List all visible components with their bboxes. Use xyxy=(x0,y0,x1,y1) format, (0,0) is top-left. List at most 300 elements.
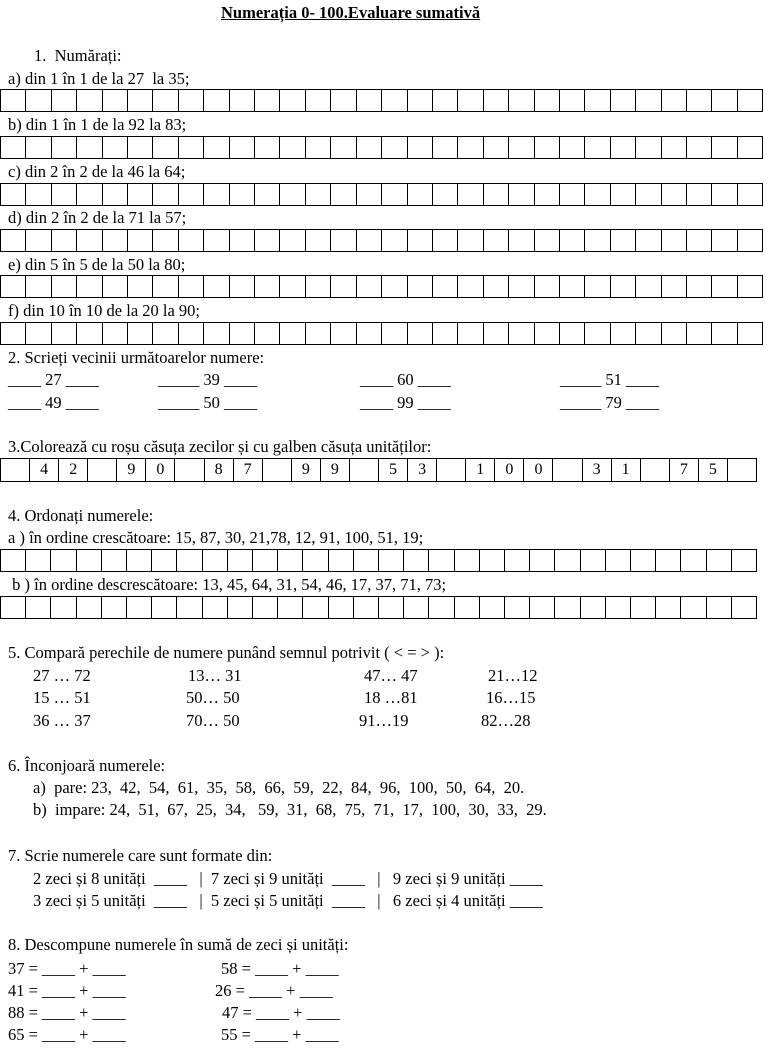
answer-cell[interactable] xyxy=(230,137,255,158)
answer-cell[interactable] xyxy=(128,90,153,111)
answer-cell[interactable] xyxy=(204,323,229,344)
answer-cell[interactable] xyxy=(255,137,280,158)
answer-cell[interactable] xyxy=(77,230,102,251)
answer-cell[interactable] xyxy=(77,597,102,618)
ex8-equation: 41 = ____ + ____ xyxy=(8,981,126,1000)
answer-cell[interactable] xyxy=(509,323,534,344)
answer-cell[interactable] xyxy=(77,184,102,205)
answer-cell[interactable] xyxy=(379,550,404,571)
ex8-equation: 26 = ____ + ____ xyxy=(215,981,333,1000)
answer-cell[interactable] xyxy=(560,184,585,205)
answer-cell[interactable] xyxy=(662,137,687,158)
answer-cell[interactable] xyxy=(707,550,732,571)
answer-cell[interactable] xyxy=(712,90,737,111)
answer-cell[interactable] xyxy=(408,184,433,205)
ex3-digit-grid[interactable] xyxy=(0,458,757,482)
answer-cell[interactable] xyxy=(585,230,610,251)
answer-cell[interactable] xyxy=(1,276,26,297)
answer-cell[interactable] xyxy=(26,276,51,297)
answer-cell[interactable] xyxy=(77,90,102,111)
answer-cell[interactable] xyxy=(103,137,128,158)
separator-cell xyxy=(437,459,466,481)
answer-cell[interactable] xyxy=(331,137,356,158)
answer-cell[interactable] xyxy=(585,323,610,344)
answer-cell[interactable] xyxy=(331,230,356,251)
answer-cell[interactable] xyxy=(408,323,433,344)
ex2-neighbors: ____ 60 ____ xyxy=(360,370,451,389)
digit-cell[interactable]: 0 xyxy=(524,459,553,481)
answer-cell[interactable] xyxy=(230,184,255,205)
answer-cell[interactable] xyxy=(636,184,661,205)
answer-cell[interactable] xyxy=(280,230,305,251)
answer-cell[interactable] xyxy=(585,184,610,205)
answer-cell[interactable] xyxy=(382,137,407,158)
answer-cell[interactable] xyxy=(535,276,560,297)
answer-cell[interactable] xyxy=(177,597,202,618)
answer-cell[interactable] xyxy=(51,597,76,618)
digit-cell[interactable]: 1 xyxy=(612,459,641,481)
ex8-equation: 58 = ____ + ____ xyxy=(221,959,339,978)
answer-cell[interactable] xyxy=(636,230,661,251)
answer-cell[interactable] xyxy=(1,323,26,344)
answer-cell[interactable] xyxy=(484,230,509,251)
answer-cell[interactable] xyxy=(280,276,305,297)
answer-cell[interactable] xyxy=(606,550,631,571)
digit-cell[interactable]: 5 xyxy=(379,459,408,481)
answer-cell[interactable] xyxy=(707,597,732,618)
answer-cell[interactable] xyxy=(458,276,483,297)
answer-cell[interactable] xyxy=(560,323,585,344)
answer-cell[interactable] xyxy=(26,90,51,111)
answer-cell[interactable] xyxy=(535,184,560,205)
answer-cell[interactable] xyxy=(331,184,356,205)
answer-cell[interactable] xyxy=(636,323,661,344)
answer-cell[interactable] xyxy=(585,137,610,158)
answer-cell[interactable] xyxy=(636,137,661,158)
answer-cell[interactable] xyxy=(77,550,102,571)
answer-cell[interactable] xyxy=(152,550,177,571)
answer-cell[interactable] xyxy=(255,184,280,205)
answer-cell[interactable] xyxy=(52,184,77,205)
answer-cell[interactable] xyxy=(357,323,382,344)
answer-cell[interactable] xyxy=(127,597,152,618)
answer-cell[interactable] xyxy=(179,276,204,297)
answer-cell[interactable] xyxy=(306,276,331,297)
answer-cell[interactable] xyxy=(203,597,228,618)
answer-cell[interactable] xyxy=(77,276,102,297)
answer-cell[interactable] xyxy=(738,184,763,205)
ex8-equation: 65 = ____ + ____ xyxy=(8,1025,126,1044)
answer-cell[interactable] xyxy=(228,550,253,571)
answer-cell[interactable] xyxy=(505,597,530,618)
answer-cell[interactable] xyxy=(404,550,429,571)
answer-cell[interactable] xyxy=(177,550,202,571)
answer-cell[interactable] xyxy=(738,230,763,251)
answer-cell[interactable] xyxy=(404,597,429,618)
answer-cell[interactable] xyxy=(52,137,77,158)
ex7-row-1: 2 zeci și 8 unități ____ | 7 zeci și 9 unități ____ | 9 zeci și 9 unități ____ xyxy=(33,869,543,888)
answer-cell[interactable] xyxy=(631,597,656,618)
answer-cell[interactable] xyxy=(230,230,255,251)
answer-cell[interactable] xyxy=(535,230,560,251)
ex1-item-d: d) din 2 în 2 de la 71 la 57; xyxy=(8,208,187,227)
answer-cell[interactable] xyxy=(560,137,585,158)
ex8-equation: 37 = ____ + ____ xyxy=(8,959,126,978)
answer-cell[interactable] xyxy=(280,90,305,111)
answer-cell[interactable] xyxy=(278,550,303,571)
answer-cell[interactable] xyxy=(228,597,253,618)
ex2-neighbors: ____ 27 ____ xyxy=(8,370,99,389)
separator-cell xyxy=(350,459,379,481)
ex1-grid-e[interactable] xyxy=(0,275,763,298)
answer-cell[interactable] xyxy=(255,230,280,251)
answer-cell[interactable] xyxy=(128,323,153,344)
answer-cell[interactable] xyxy=(455,550,480,571)
answer-cell[interactable] xyxy=(329,597,354,618)
answer-cell[interactable] xyxy=(687,230,712,251)
answer-cell[interactable] xyxy=(636,276,661,297)
answer-cell[interactable] xyxy=(712,230,737,251)
answer-cell[interactable] xyxy=(408,276,433,297)
answer-cell[interactable] xyxy=(433,137,458,158)
ex4-grid-b[interactable] xyxy=(0,596,757,619)
answer-cell[interactable] xyxy=(204,230,229,251)
answer-cell[interactable] xyxy=(382,276,407,297)
ex7-row-2: 3 zeci și 5 unități ____ | 5 zeci și 5 unități ____ | 6 zeci și 4 unități ____ xyxy=(33,891,543,910)
ex6-item-b: b) impare: 24, 51, 67, 25, 34, 59, 31, 68, 75, 71, 17, 100, 30, 33, 29. xyxy=(33,800,547,819)
answer-cell[interactable] xyxy=(535,323,560,344)
digit-cell[interactable]: 0 xyxy=(495,459,524,481)
answer-cell[interactable] xyxy=(204,276,229,297)
answer-cell[interactable] xyxy=(732,550,757,571)
answer-cell[interactable] xyxy=(179,184,204,205)
answer-cell[interactable] xyxy=(204,184,229,205)
answer-cell[interactable] xyxy=(712,323,737,344)
ex5-pair: 70… 50 xyxy=(186,711,240,730)
answer-cell[interactable] xyxy=(712,184,737,205)
answer-cell[interactable] xyxy=(611,230,636,251)
ex3-heading: 3.Colorează cu roșu căsuța zecilor și cu galben căsuța unităților: xyxy=(8,437,432,456)
answer-cell[interactable] xyxy=(357,137,382,158)
digit-cell[interactable]: 2 xyxy=(59,459,88,481)
answer-cell[interactable] xyxy=(253,597,278,618)
answer-cell[interactable] xyxy=(738,276,763,297)
answer-cell[interactable] xyxy=(357,276,382,297)
answer-cell[interactable] xyxy=(51,550,76,571)
answer-cell[interactable] xyxy=(77,323,102,344)
answer-cell[interactable] xyxy=(26,184,51,205)
answer-cell[interactable] xyxy=(484,90,509,111)
answer-cell[interactable] xyxy=(509,184,534,205)
digit-cell[interactable]: 7 xyxy=(670,459,699,481)
separator-cell xyxy=(1,459,30,481)
answer-cell[interactable] xyxy=(458,137,483,158)
answer-cell[interactable] xyxy=(253,550,278,571)
answer-cell[interactable] xyxy=(52,323,77,344)
answer-cell[interactable] xyxy=(278,597,303,618)
ex1-grid-b[interactable] xyxy=(0,136,763,159)
answer-cell[interactable] xyxy=(382,230,407,251)
answer-cell[interactable] xyxy=(379,597,404,618)
answer-cell[interactable] xyxy=(585,90,610,111)
digit-cell[interactable]: 9 xyxy=(117,459,146,481)
answer-cell[interactable] xyxy=(433,184,458,205)
answer-cell[interactable] xyxy=(509,230,534,251)
answer-cell[interactable] xyxy=(128,276,153,297)
answer-cell[interactable] xyxy=(382,90,407,111)
ex2-neighbors: ____ 49 ____ xyxy=(8,393,99,412)
answer-cell[interactable] xyxy=(1,137,26,158)
answer-cell[interactable] xyxy=(329,550,354,571)
digit-cell[interactable]: 0 xyxy=(146,459,175,481)
answer-cell[interactable] xyxy=(306,230,331,251)
answer-cell[interactable] xyxy=(382,184,407,205)
ex1-grid-a[interactable] xyxy=(0,89,763,112)
ex2-heading: 2. Scrieți vecinii următoarelor numere: xyxy=(8,348,265,367)
answer-cell[interactable] xyxy=(1,550,26,571)
answer-cell[interactable] xyxy=(230,323,255,344)
answer-cell[interactable] xyxy=(179,230,204,251)
answer-cell[interactable] xyxy=(280,323,305,344)
digit-cell[interactable]: 5 xyxy=(699,459,728,481)
answer-cell[interactable] xyxy=(505,550,530,571)
answer-cell[interactable] xyxy=(179,90,204,111)
answer-cell[interactable] xyxy=(303,550,328,571)
answer-cell[interactable] xyxy=(204,90,229,111)
answer-cell[interactable] xyxy=(204,137,229,158)
separator-cell xyxy=(641,459,670,481)
answer-cell[interactable] xyxy=(103,90,128,111)
ex1-item-e: e) din 5 în 5 de la 50 la 80; xyxy=(8,255,186,274)
answer-cell[interactable] xyxy=(128,230,153,251)
answer-cell[interactable] xyxy=(26,550,51,571)
ex5-pair: 82…28 xyxy=(481,711,531,730)
ex8-heading: 8. Descompune numerele în sumă de zeci și unități: xyxy=(8,935,349,954)
answer-cell[interactable] xyxy=(152,597,177,618)
answer-cell[interactable] xyxy=(433,323,458,344)
answer-cell[interactable] xyxy=(306,90,331,111)
answer-cell[interactable] xyxy=(357,184,382,205)
ex1-grid-c[interactable] xyxy=(0,183,763,206)
answer-cell[interactable] xyxy=(687,90,712,111)
answer-cell[interactable] xyxy=(480,597,505,618)
answer-cell[interactable] xyxy=(687,323,712,344)
answer-cell[interactable] xyxy=(611,137,636,158)
answer-cell[interactable] xyxy=(331,90,356,111)
answer-cell[interactable] xyxy=(631,550,656,571)
ex7-heading: 7. Scrie numerele care sunt formate din: xyxy=(8,846,273,865)
answer-cell[interactable] xyxy=(509,90,534,111)
answer-cell[interactable] xyxy=(662,184,687,205)
answer-cell[interactable] xyxy=(662,230,687,251)
answer-cell[interactable] xyxy=(433,230,458,251)
answer-cell[interactable] xyxy=(433,90,458,111)
answer-cell[interactable] xyxy=(128,184,153,205)
answer-cell[interactable] xyxy=(555,550,580,571)
ex8-equation: 47 = ____ + ____ xyxy=(222,1003,340,1022)
answer-cell[interactable] xyxy=(585,276,610,297)
answer-cell[interactable] xyxy=(687,137,712,158)
answer-cell[interactable] xyxy=(738,90,763,111)
answer-cell[interactable] xyxy=(458,230,483,251)
answer-cell[interactable] xyxy=(153,184,178,205)
answer-cell[interactable] xyxy=(52,276,77,297)
answer-cell[interactable] xyxy=(280,184,305,205)
answer-cell[interactable] xyxy=(480,550,505,571)
answer-cell[interactable] xyxy=(484,137,509,158)
answer-cell[interactable] xyxy=(26,137,51,158)
answer-cell[interactable] xyxy=(530,597,555,618)
answer-cell[interactable] xyxy=(103,276,128,297)
answer-cell[interactable] xyxy=(153,137,178,158)
answer-cell[interactable] xyxy=(354,597,379,618)
answer-cell[interactable] xyxy=(732,597,757,618)
answer-cell[interactable] xyxy=(712,137,737,158)
answer-cell[interactable] xyxy=(611,276,636,297)
answer-cell[interactable] xyxy=(530,550,555,571)
answer-cell[interactable] xyxy=(662,323,687,344)
answer-cell[interactable] xyxy=(606,597,631,618)
answer-cell[interactable] xyxy=(102,597,127,618)
answer-cell[interactable] xyxy=(535,137,560,158)
answer-cell[interactable] xyxy=(484,323,509,344)
answer-cell[interactable] xyxy=(306,184,331,205)
answer-cell[interactable] xyxy=(153,230,178,251)
answer-cell[interactable] xyxy=(103,230,128,251)
answer-cell[interactable] xyxy=(52,90,77,111)
ex2-neighbors: ____ 99 ____ xyxy=(360,393,451,412)
answer-cell[interactable] xyxy=(408,230,433,251)
answer-cell[interactable] xyxy=(687,184,712,205)
answer-cell[interactable] xyxy=(357,230,382,251)
answer-cell[interactable] xyxy=(681,550,706,571)
answer-cell[interactable] xyxy=(255,276,280,297)
answer-cell[interactable] xyxy=(656,550,681,571)
answer-cell[interactable] xyxy=(179,323,204,344)
answer-cell[interactable] xyxy=(1,184,26,205)
digit-cell[interactable]: 9 xyxy=(321,459,350,481)
ex5-pair: 15 … 51 xyxy=(33,688,91,707)
answer-cell[interactable] xyxy=(662,90,687,111)
digit-cell[interactable]: 3 xyxy=(408,459,437,481)
digit-cell[interactable]: 3 xyxy=(583,459,612,481)
answer-cell[interactable] xyxy=(636,90,661,111)
digit-cell[interactable]: 4 xyxy=(30,459,59,481)
answer-cell[interactable] xyxy=(153,323,178,344)
answer-cell[interactable] xyxy=(738,137,763,158)
ex5-pair: 27 … 72 xyxy=(33,666,91,685)
answer-cell[interactable] xyxy=(303,597,328,618)
ex2-neighbors: _____ 39 ____ xyxy=(158,370,257,389)
answer-cell[interactable] xyxy=(26,323,51,344)
answer-cell[interactable] xyxy=(429,597,454,618)
ex1-item-c: c) din 2 în 2 de la 46 la 64; xyxy=(8,162,186,181)
answer-cell[interactable] xyxy=(280,137,305,158)
ex8-equation: 55 = ____ + ____ xyxy=(221,1025,339,1044)
ex4-item-a: a ) în ordine crescătoare: 15, 87, 30, 21,78, 12, 91, 100, 51, 19; xyxy=(8,528,424,547)
answer-cell[interactable] xyxy=(555,597,580,618)
answer-cell[interactable] xyxy=(306,137,331,158)
answer-cell[interactable] xyxy=(103,184,128,205)
answer-cell[interactable] xyxy=(1,597,26,618)
answer-cell[interactable] xyxy=(153,276,178,297)
answer-cell[interactable] xyxy=(509,276,534,297)
answer-cell[interactable] xyxy=(611,323,636,344)
answer-cell[interactable] xyxy=(255,323,280,344)
answer-cell[interactable] xyxy=(484,184,509,205)
answer-cell[interactable] xyxy=(52,230,77,251)
answer-cell[interactable] xyxy=(153,90,178,111)
answer-cell[interactable] xyxy=(656,597,681,618)
answer-cell[interactable] xyxy=(26,230,51,251)
answer-cell[interactable] xyxy=(179,137,204,158)
answer-cell[interactable] xyxy=(127,550,152,571)
ex4-grid-a[interactable] xyxy=(0,549,757,572)
answer-cell[interactable] xyxy=(581,597,606,618)
answer-cell[interactable] xyxy=(560,276,585,297)
answer-cell[interactable] xyxy=(738,323,763,344)
answer-cell[interactable] xyxy=(681,597,706,618)
ex1-grid-f[interactable] xyxy=(0,322,763,345)
answer-cell[interactable] xyxy=(128,137,153,158)
answer-cell[interactable] xyxy=(230,276,255,297)
answer-cell[interactable] xyxy=(354,550,379,571)
ex2-neighbors: _____ 50 ____ xyxy=(158,393,257,412)
answer-cell[interactable] xyxy=(230,90,255,111)
answer-cell[interactable] xyxy=(455,597,480,618)
answer-cell[interactable] xyxy=(331,323,356,344)
answer-cell[interactable] xyxy=(103,323,128,344)
ex1-grid-d[interactable] xyxy=(0,229,763,252)
digit-cell[interactable]: 8 xyxy=(205,459,234,481)
answer-cell[interactable] xyxy=(1,90,26,111)
answer-cell[interactable] xyxy=(458,90,483,111)
answer-cell[interactable] xyxy=(382,323,407,344)
ex5-pair: 18 …81 xyxy=(364,688,418,707)
answer-cell[interactable] xyxy=(102,550,127,571)
separator-cell xyxy=(553,459,582,481)
answer-cell[interactable] xyxy=(26,597,51,618)
answer-cell[interactable] xyxy=(203,550,228,571)
answer-cell[interactable] xyxy=(306,323,331,344)
digit-cell[interactable]: 1 xyxy=(466,459,495,481)
answer-cell[interactable] xyxy=(662,276,687,297)
answer-cell[interactable] xyxy=(77,137,102,158)
answer-cell[interactable] xyxy=(560,230,585,251)
answer-cell[interactable] xyxy=(255,90,280,111)
answer-cell[interactable] xyxy=(429,550,454,571)
answer-cell[interactable] xyxy=(611,90,636,111)
answer-cell[interactable] xyxy=(1,230,26,251)
digit-cell[interactable]: 7 xyxy=(234,459,263,481)
answer-cell[interactable] xyxy=(509,137,534,158)
answer-cell[interactable] xyxy=(458,323,483,344)
answer-cell[interactable] xyxy=(484,276,509,297)
answer-cell[interactable] xyxy=(712,276,737,297)
answer-cell[interactable] xyxy=(458,184,483,205)
answer-cell[interactable] xyxy=(408,90,433,111)
digit-cell[interactable]: 9 xyxy=(292,459,321,481)
answer-cell[interactable] xyxy=(687,276,712,297)
answer-cell[interactable] xyxy=(408,137,433,158)
answer-cell[interactable] xyxy=(433,276,458,297)
answer-cell[interactable] xyxy=(535,90,560,111)
answer-cell[interactable] xyxy=(331,276,356,297)
answer-cell[interactable] xyxy=(581,550,606,571)
answer-cell[interactable] xyxy=(560,90,585,111)
answer-cell[interactable] xyxy=(357,90,382,111)
answer-cell[interactable] xyxy=(611,184,636,205)
